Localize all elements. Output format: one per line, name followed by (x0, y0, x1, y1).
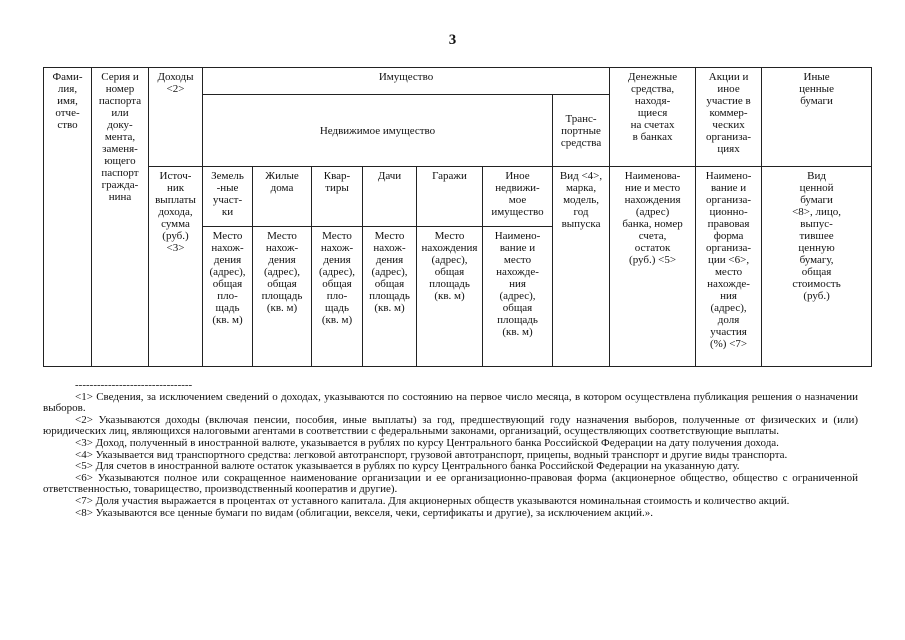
col-other-realty: Иное недвижи- мое имущество (483, 167, 553, 227)
footnote-8: <8> Указываются все ценные бумаги по видам (облигации, векселя, чеки, сертификаты и другие), за исключением акций.». (75, 506, 653, 519)
header-shares: Акции и иное участие в коммер- ческих организа- циях (696, 68, 762, 167)
header-securities: Иные ценные бумаги (762, 68, 872, 167)
footnote-3: <3> Доход, полученный в иностранной валюте, указывается в рублях по курсу Центрального банка Российской Федерации на дату получения дохода. (75, 436, 779, 449)
footnote-5: <5> Для счетов в иностранной валюте остаток указывается в рублях по курсу Центрального банка Российской Федерации на указанную дату. (75, 460, 740, 473)
page-number: 3 (448, 32, 457, 48)
garages-location: Место нахождения (адрес), общая площадь (кв. м) (417, 227, 483, 367)
land-location: Место нахож- дения (адрес), общая пло- щадь (кв. м) (203, 227, 253, 367)
footnote-7: <7> Доля участия выражается в процентах от уставного капитала. Для акционерных обществ указываются номинальная стоимость и количество акций. (75, 494, 790, 507)
other-realty-location: Наимено- вание и место нахожде- ния (адрес), общая площадь (кв. м) (483, 227, 553, 367)
footnote-6: <6> Указываются полное или сокращенное наименование организации и ее организационно-правовая форма (акционерное общество, общество с ограниченной ответственностью, товарищество, производственный кооператив и другие). (43, 471, 858, 496)
footnote-2: <2> Указываются доходы (включая пенсии, пособия, иные выплаты) за год, предшествующий году назначения выборов, полученные от физических и (или) юридических лиц, являющихся налоговыми агентами в соответствии с федеральными законами, организаций, осуществляющих соответствующие выплаты. (43, 413, 858, 438)
header-income: Доходы <2> (149, 68, 203, 167)
col-flats: Квар- тиры (312, 167, 363, 227)
header-realty: Недвижимое имущество (203, 95, 553, 167)
header-vehicles: Транс- портные средства (553, 95, 610, 167)
money-detail: Наименова- ние и место нахождения (адрес) банка, номер счета, остаток (руб.) <5> (610, 167, 696, 367)
header-name: Фами- лия, имя, отче- ство (44, 68, 92, 367)
footnote-separator: -------------------------------- (75, 379, 193, 391)
footnotes (43, 380, 858, 519)
shares-detail: Наимено- вание и организа- ционно- правовая форма организа- ции <6>, место нахожде- ния (адрес), доля участия (%) <7> (696, 167, 762, 367)
footnote-4: <4> Указывается вид транспортного средства: легковой автотранспорт, грузовой автотранспорт, прицепы, водный транспорт и другие виды транспорта. (75, 448, 788, 461)
dachas-location: Место нахож- дения (адрес), общая площадь (кв. м) (363, 227, 417, 367)
header-money: Денежные средства, находя- щиеся на счетах в банках (610, 68, 696, 167)
candidate-property-form-table (43, 67, 872, 367)
header-property: Имущество (203, 68, 610, 95)
houses-location: Место нахож- дения (адрес), общая площадь (кв. м) (253, 227, 312, 367)
flats-location: Место нахож- дения (адрес), общая пло- щадь (кв. м) (312, 227, 363, 367)
footnote-1: <1> Сведения, за исключением сведений о доходах, указываются по состоянию на первое число месяца, в котором осуществлена публикация решения о назначении выборов. (43, 390, 858, 415)
vehicle-detail: Вид <4>, марка, модель, год выпуска (553, 167, 610, 367)
securities-detail: Вид ценной бумаги <8>, лицо, выпус- тившее ценную бумагу, общая стоимость (руб.) (762, 167, 872, 367)
col-dachas: Дачи (363, 167, 417, 227)
col-houses: Жилые дома (253, 167, 312, 227)
col-garages: Гаражи (417, 167, 483, 227)
header-passport: Серия и номер паспорта или доку- мента, заменя- ющего паспорт гражда- нина (92, 68, 149, 367)
income-detail: Источ- ник выплаты дохода, сумма (руб.) <3> (149, 167, 203, 367)
col-land: Земель -ные участ- ки (203, 167, 253, 227)
